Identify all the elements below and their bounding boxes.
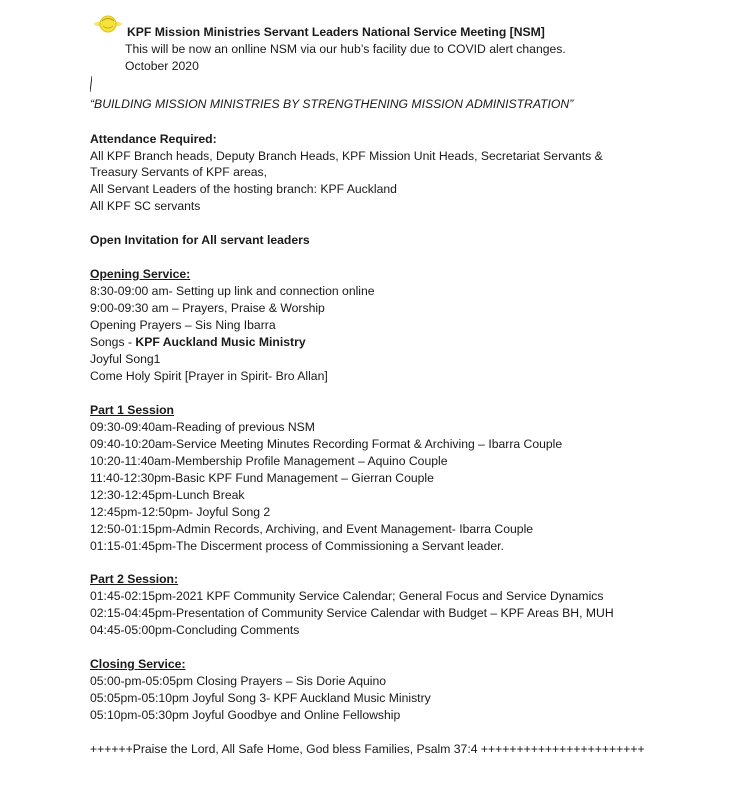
document-subtitle: This will be now an onlline NSM via our hub’s facility due to COVID alert changes. xyxy=(125,42,566,56)
attendance-line: All KPF Branch heads, Deputy Branch Heads, KPF Mission Unit Heads, Secretariat Servants & xyxy=(90,149,603,163)
part2-heading: Part 2 Session: xyxy=(90,572,179,586)
schedule-item: 12:45pm-12:50pm- Joyful Song 2 xyxy=(90,505,271,519)
closing-service-heading: Closing Service: xyxy=(90,657,186,671)
attendance-line: All KPF SC servants xyxy=(90,199,201,213)
schedule-item: 12:50-01:15pm-Admin Records, Archiving, and Event Management- Ibarra Couple xyxy=(90,522,534,536)
schedule-item: 9:00-09:30 am – Prayers, Praise & Worship xyxy=(90,301,325,315)
schedule-item: 12:30-12:45pm-Lunch Break xyxy=(90,488,245,502)
schedule-item: 8:30-09:00 am- Setting up link and connection online xyxy=(90,284,375,298)
schedule-item: 05:10pm-05:30pm Joyful Goodbye and Online Fellowship xyxy=(90,708,401,722)
theme-heading: “BUILDING MISSION MINISTRIES BY STRENGTHENING MISSION ADMINISTRATION” xyxy=(90,97,574,111)
schedule-item: 01:45-02:15pm-2021 KPF Community Service Calendar; General Focus and Service Dynamics xyxy=(90,589,604,603)
schedule-item: Joyful Song1 xyxy=(90,352,161,366)
schedule-item: 09:30-09:40am-Reading of previous NSM xyxy=(90,420,315,434)
attendance-heading: Attendance Required: xyxy=(90,132,217,146)
kpf-logo-icon xyxy=(93,14,123,34)
slash-mark xyxy=(90,76,92,92)
schedule-item: Opening Prayers – Sis Ning Ibarra xyxy=(90,318,276,332)
invitation-heading: Open Invitation for All servant leaders xyxy=(90,233,310,247)
schedule-item: 11:40-12:30pm-Basic KPF Fund Management – Gierran Couple xyxy=(90,471,434,485)
schedule-item: 04:45-05:00pm-Concluding Comments xyxy=(90,623,300,637)
schedule-item: 05:00-pm-05:05pm Closing Prayers – Sis Dorie Aquino xyxy=(90,674,387,688)
schedule-item-songs xyxy=(90,334,306,351)
document-date: October 2020 xyxy=(125,59,199,73)
schedule-item: 05:05pm-05:10pm Joyful Song 3- KPF Auckland Music Ministry xyxy=(90,691,431,705)
schedule-item: Come Holy Spirit [Prayer in Spirit- Bro Allan] xyxy=(90,369,328,383)
attendance-line: All Servant Leaders of the hosting branch: KPF Auckland xyxy=(90,182,397,196)
attendance-line: Treasury Servants of KPF areas, xyxy=(90,165,268,179)
document-title: KPF Mission Ministries Servant Leaders National Service Meeting [NSM] xyxy=(127,25,545,39)
schedule-item: 02:15-04:45pm-Presentation of Community Service Calendar with Budget – KPF Areas BH, MUH xyxy=(90,606,614,620)
footer-blessing: ++++++Praise the Lord, All Safe Home, God bless Families, Psalm 37:4 +++++++++++++++++++++++ xyxy=(90,742,645,756)
part1-heading: Part 1 Session xyxy=(90,403,174,417)
songs-ministry: KPF Auckland Music Ministry xyxy=(135,335,306,349)
schedule-item: 10:20-11:40am-Membership Profile Management – Aquino Couple xyxy=(90,454,448,468)
songs-prefix: Songs - xyxy=(90,335,136,349)
opening-service-heading: Opening Service: xyxy=(90,267,191,281)
schedule-item: 01:15-01:45pm-The Discerment process of Commissioning a Servant leader. xyxy=(90,539,504,553)
schedule-item: 09:40-10:20am-Service Meeting Minutes Recording Format & Archiving – Ibarra Couple xyxy=(90,437,563,451)
